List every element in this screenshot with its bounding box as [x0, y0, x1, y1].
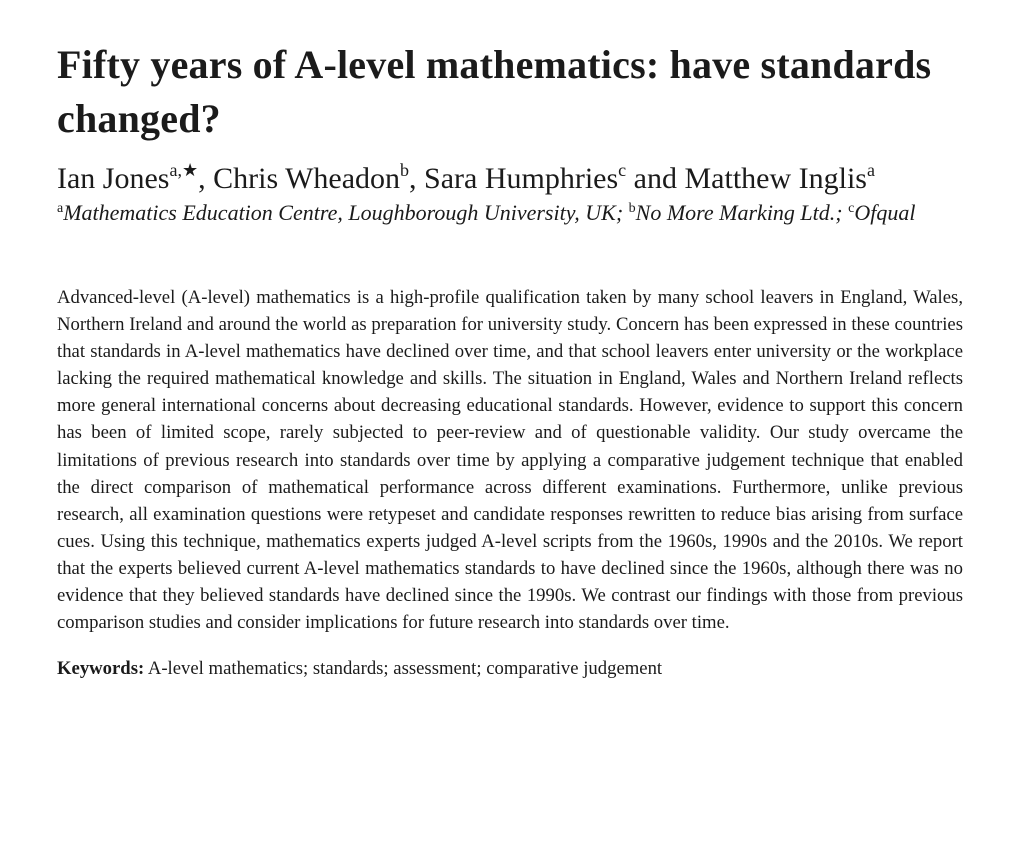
affiliation-text: No More Marking Ltd.; — [635, 200, 843, 225]
affiliation-text: Mathematics Education Centre, Loughborough University, UK; — [63, 200, 624, 225]
author-name: Chris Wheadon — [213, 162, 401, 195]
author — [424, 162, 684, 195]
affiliation-text: Ofqual — [854, 200, 916, 225]
author-affiliation-mark: c — [618, 160, 627, 180]
affiliation — [629, 200, 848, 225]
author-name: Matthew Inglis — [684, 162, 867, 195]
affiliation-mark: b — [628, 201, 636, 216]
affiliation-mark: a — [57, 201, 64, 216]
affiliation-list — [57, 198, 963, 228]
author-affiliation-mark: a,★ — [169, 160, 199, 180]
affiliation — [848, 200, 915, 225]
keywords — [57, 656, 963, 682]
paper-header — [57, 38, 963, 682]
affiliation-mark: c — [848, 201, 855, 216]
author-separator: and — [626, 162, 685, 195]
abstract-text: Advanced-level (A-level) mathematics is a high-profile qualification taken by many school leavers in England, Wales, Northern Ireland and around the world as preparation for university study. Concern has been expressed in these countries that standards in A-level mathematics have declined over time, and that school leavers enter university or the workplace lacking the required mathematical knowledge and skills. The situation in England, Wales and Northern Ireland reflects more general international concerns about decreasing educational standards. However, evidence to support this concern has been of limited scope, rarely subjected to peer-review and of questionable validity. Our study overcame the limitations of previous research into standards over time by applying a comparative judgement technique that enabled the direct comparison of mathematical performance across different examinations. Furthermore, unlike previous research, all examination questions were retypeset and candidate responses rewritten to reduce bias arising from surface cues. Using this technique, mathematics experts judged A-level scripts from the 1960s, 1990s and the 2010s. We report that the experts believed current A-level mathematics standards to have declined since the 1960s, although there was no evidence that they believed standards have declined since the 1990s. We contrast our findings with those from previous comparison studies and consider implications for future research into standards over time. — [57, 287, 963, 634]
author — [213, 162, 424, 195]
keywords-text: A-level mathematics; standards; assessment; comparative judgement — [147, 658, 663, 680]
author-separator: , — [198, 162, 214, 195]
keywords-label: Keywords: — [57, 658, 145, 680]
paper-title: Fifty years of A-level mathematics: have standards changed? — [57, 42, 932, 141]
author-name: Ian Jones — [57, 162, 170, 195]
affiliation — [57, 200, 629, 225]
author-affiliation-mark: b — [400, 160, 410, 180]
author-name: Sara Humphries — [424, 162, 619, 195]
author — [57, 162, 213, 195]
author-affiliation-mark: a — [866, 160, 875, 180]
author — [685, 162, 875, 195]
author-separator: , — [409, 162, 425, 195]
author-list — [57, 161, 963, 196]
